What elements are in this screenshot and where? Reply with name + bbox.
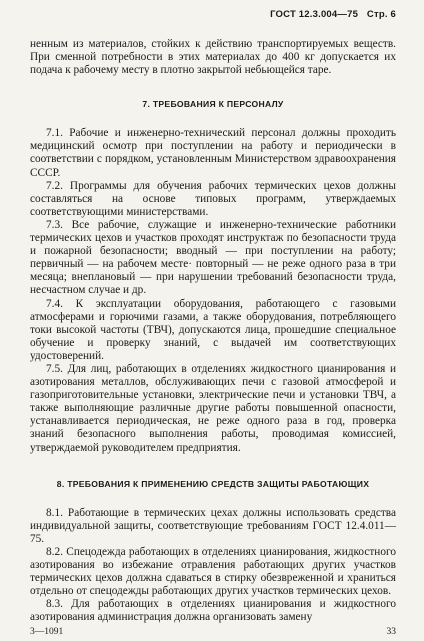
paragraph-7-5: 7.5. Для лиц, работающих в отделениях жидкостного цианирования и азотирования металлов, обслуживающих печи с газовой атмосферой и газоприготовительные установки, электрические печи и установки ТВЧ, а также выполняющие различные другие работы повышенной опасности, устанавливается периодическая, не реже одного раза в год, проверка знаний безопасного выполнения работы, проводимая комиссией, утверждаемой руководителем предприятия. bbox=[30, 362, 396, 454]
section-8-heading: 8. ТРЕБОВАНИЯ К ПРИМЕНЕНИЮ СРЕДСТВ ЗАЩИТЫ РАБОТАЮЩИХ bbox=[56, 478, 370, 489]
paragraph-8-2: 8.2. Спецодежда работающих в отделениях цианирования, жидкостного азотирования во избежание отравления работающих других участков термических цехов должна сдаваться в стирку обезвреженной и храниться отдельно от спецодежды работающих других участков термических цехов. bbox=[30, 545, 396, 598]
paragraph-8-3: 8.3. Для работающих в отделениях цианирования и жидкостного азотирования администрация должна организовать замену bbox=[30, 598, 396, 624]
print-signature: 3—1091 bbox=[30, 627, 64, 637]
intro-paragraph: ненным из материалов, стойких к действию транспортируемых веществ. При сменной потребности в этих материалах до 400 кг допускается их подача к рабочему месту в плотно закрытой небьющейся таре. bbox=[30, 38, 396, 77]
page-header bbox=[270, 9, 396, 20]
paragraph-8-1: 8.1. Работающие в термических цехах должны использовать средства индивидуальной защиты, соответствующие требованиям ГОСТ 12.4.011—75. bbox=[30, 506, 396, 545]
paragraph-7-4: 7.4. К эксплуатации оборудования, работающего с газовыми атмосферами и горючими газами, а также оборудования, потребляющего токи высокой частоты (ТВЧ), допускаются лица, прошедшие специальное обучение и проверку знаний, с выдачей им соответствующих удостоверений. bbox=[30, 297, 396, 362]
standard-number: ГОСТ 12.3.004—75 bbox=[270, 9, 359, 20]
paragraph-7-3: 7.3. Все рабочие, служащие и инженерно-технические работники термических цехов и участков проходят инструктаж по безопасности труда и пожарной безопасности; вводный — при поступлении на работу; первичный — на рабочем месте· повторный — не реже одного раза в три месяца; внеплановый — при нарушении требований безопасности труда, несчастном случае и др. bbox=[30, 218, 396, 297]
section-7-heading: 7. ТРЕБОВАНИЯ К ПЕРСОНАЛУ bbox=[142, 99, 284, 110]
page-label: Стр. 6 bbox=[366, 9, 396, 20]
document-body bbox=[30, 38, 396, 624]
paragraph-7-1: 7.1. Рабочие и инженерно-технический персонал должны проходить медицинский осмотр при поступлении на работу и периодически в соответствии с порядком, установленным Министерством здравоохранения СССР. bbox=[30, 127, 396, 179]
paragraph-7-2: 7.2. Программы для обучения рабочих термических цехов должны составляться на основе типовых программ, утверждаемых соответствующими министерствами. bbox=[30, 179, 396, 218]
page-number: 33 bbox=[386, 627, 396, 637]
